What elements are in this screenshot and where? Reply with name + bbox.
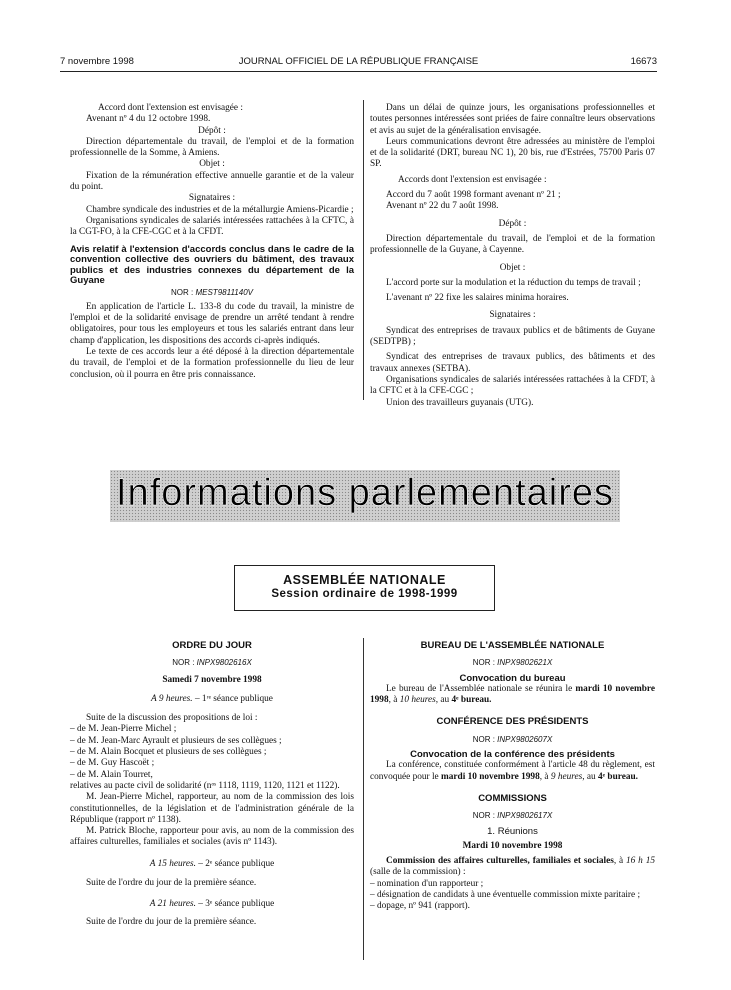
conference-text: La conférence, constituée conformément à l'article 48 du règlement, est convoquée pour le mardi 10 novembre 1998, à 9 heures, au 4ᵉ bureau. (370, 760, 655, 782)
objet-label: Objet : (499, 262, 526, 273)
suite-discussion: Suite de la discussion des propositions de loi : (86, 713, 258, 724)
relatives-text: relatives au pacte civil de solidarité (nᵒˢ 1118, 1119, 1120, 1121 et 1122). (70, 780, 340, 791)
avis-paragraph-1: En application de l'article L. 133-8 du code du travail, la ministre de l'emploi et de la solidarité envisage de prendre un arrêté tendant à rendre obligatoires, pour tous les employeurs et tous les salariés entrant dans leur champ d'application, les dispositions des accords ci-après indiqués. (70, 301, 354, 346)
depot-text: Direction départementale du travail, de l'emploi et de la formation professionnelle de la Guyane, à Cayenne. (370, 233, 655, 256)
nor-reference: NOR : INPX9802607X (472, 734, 553, 744)
conference-heading: CONFÉRENCE DES PRÉSIDENTS (436, 716, 589, 728)
day-heading: Samedi 7 novembre 1998 (162, 674, 262, 685)
rapporteur-text: M. Jean-Pierre Michel, rapporteur, au nom de la commission des lois constitutionnelles, de la législation et de l'administration générale de la République (rapport nº 1138). (70, 792, 354, 825)
avis-paragraph-2: Le texte de ces accords leur a été déposé à la direction départementale du travail, de l'emploi et de la formation professionnelle du lieu de leur conclusion, où il pourra en être pris connaissance. (70, 347, 354, 380)
list-item: – de M. Guy Hascoët ; (70, 758, 155, 769)
convocation-conference-heading: Convocation de la conférence des présidents (410, 749, 615, 761)
objet-2: L'avenant nº 22 fixe les salaires minima horaires. (386, 293, 569, 304)
signataire-2: Organisations syndicales de salariés intéressées rattachées à la CFTC, à la CGT-FO, à la CFE-CGC et à la CFDT. (70, 215, 354, 238)
depot-label: Dépôt : (198, 125, 226, 136)
seance-1: A 9 heures. – 1ʳᵉ séance publique (151, 693, 273, 704)
seance-3-text: Suite de l'ordre du jour de la première séance. (86, 916, 257, 927)
commissions-heading: COMMISSIONS (478, 792, 547, 804)
accords-label: Accords dont l'extension est envisagée : (398, 174, 547, 185)
avis-title: Avis relatif à l'extension d'accords conclus dans le cadre de la convention collective des ouvriers du bâtiment, des travaux publics et des industries connexes du département de la Guyane (70, 243, 354, 287)
assemblee-title: ASSEMBLÉE NATIONALE (283, 573, 446, 587)
convocation-bureau-heading: Convocation du bureau (459, 672, 566, 684)
list-item: – désignation de candidats à une éventuelle commission mixte paritaire ; (370, 890, 641, 901)
communications-paragraph: Leurs communications devront être adressées au ministère de l'emploi et de la solidarité (DRT, bureau NC 1), 20 bis, rue d'Estrées, 75700 Paris 07 SP. (370, 136, 655, 170)
signataires-label: Signataires : (188, 193, 236, 204)
signataire-4: Union des travailleurs guyanais (UTG). (386, 397, 534, 408)
column-right-top (370, 103, 655, 409)
delai-paragraph: Dans un délai de quinze jours, les organisations professionnelles et toutes personnes intéressées sont priées de faire connaître leurs observations et avis au sujet de la généralisation envisagée. (370, 103, 655, 136)
seance-2-text: Suite de l'ordre du jour de la première séance. (86, 878, 257, 889)
column-separator-top (363, 100, 364, 400)
signataire-1: Syndicat des entreprises de travaux publics et de bâtiments de Guyane (SEDTPB) ; (370, 325, 655, 348)
seance-3: A 21 heures. – 3ᵉ séance publique (149, 899, 275, 910)
objet-label: Objet : (199, 159, 225, 170)
nor-reference: NOR : INPX9802616X (172, 658, 252, 668)
nor-reference: NOR : INPX9802617X (472, 811, 553, 821)
accord-1: Accord du 7 août 1998 formant avenant nº 21 ; (386, 190, 561, 201)
journal-title: JOURNAL OFFICIEL DE LA RÉPUBLIQUE FRANÇAISE (238, 56, 479, 67)
accord-label: Accord dont l'extension est envisagée : (98, 103, 243, 113)
list-item: – de M. Jean-Marc Ayrault et plusieurs de ses collègues ; (70, 735, 282, 746)
accord-2: Avenant nº 22 du 7 août 1998. (386, 201, 499, 212)
bureau-text: Le bureau de l'Assemblée nationale se réunira le mardi 10 novembre 1998, à 10 heures, au 4ᵉ bureau. (370, 683, 655, 706)
column-left-top (70, 103, 354, 381)
seance-2: A 15 heures. – 2ᵉ séance publique (149, 858, 275, 869)
list-item: – de M. Alain Tourret, (70, 769, 153, 780)
signataire-1: Chambre syndicale des industries et de la métallurgie Amiens-Picardie ; (86, 204, 354, 215)
signataire-3: Organisations syndicales de salariés intéressées rattachées à la CFDT, à la CFTC et à la CFE-CGC ; (370, 374, 655, 397)
list-item: – nomination d'un rapporteur ; (370, 878, 484, 889)
depot-text: Direction départementale du travail, de l'emploi et de la formation professionnelle de la Somme, à Amiens. (70, 136, 354, 159)
ordre-du-jour-heading: ORDRE DU JOUR (172, 640, 252, 651)
column-right-bottom (370, 640, 655, 913)
nor-reference: NOR : INPX9802621X (472, 658, 553, 668)
banner-title: Informations parlementaires (116, 472, 614, 514)
objet-1: L'accord porte sur la modulation et la réduction du temps de travail ; (386, 277, 641, 288)
header-date: 7 novembre 1998 (60, 56, 134, 67)
depot-label: Dépôt : (498, 218, 527, 229)
list-item: – dopage, nº 941 (rapport). (370, 901, 470, 912)
column-separator-bottom (363, 638, 364, 960)
page-header (60, 56, 657, 70)
section-banner (110, 470, 620, 522)
signataire-2: Syndicat des entreprises de travaux publics, des bâtiments et des travaux annexes (SETBA). (370, 352, 655, 374)
bureau-heading: BUREAU DE L'ASSEMBLÉE NATIONALE (420, 640, 605, 651)
nor-reference: NOR : MEST9811140V (171, 287, 253, 297)
page-number: 16673 (630, 56, 657, 67)
session-title: Session ordinaire de 1998-1999 (271, 588, 458, 600)
bloche-text: M. Patrick Bloche, rapporteur pour avis, au nom de la commission des affaires culturelles, familiales et sociales (avis nº 1143). (70, 826, 354, 848)
reunions-heading: 1. Réunions (487, 825, 538, 837)
header-rule (60, 71, 657, 72)
list-item: – de M. Jean-Pierre Michel ; (70, 724, 177, 735)
commission-text: Commission des affaires culturelles, familiales et sociales, à 16 h 15 (salle de la commission) : (370, 856, 655, 878)
objet-text: Fixation de la rémunération effective annuelle garantie et de la valeur du point. (70, 170, 354, 193)
column-left-bottom (70, 640, 354, 928)
signataires-label: Signataires : (489, 310, 536, 321)
avenant: Avenant nº 4 du 12 octobre 1998. (86, 114, 211, 125)
list-item: – de M. Alain Bocquet et plusieurs de ses collègues ; (70, 747, 267, 758)
assemblee-box (234, 565, 495, 611)
mardi-heading: Mardi 10 novembre 1998 (462, 840, 563, 851)
